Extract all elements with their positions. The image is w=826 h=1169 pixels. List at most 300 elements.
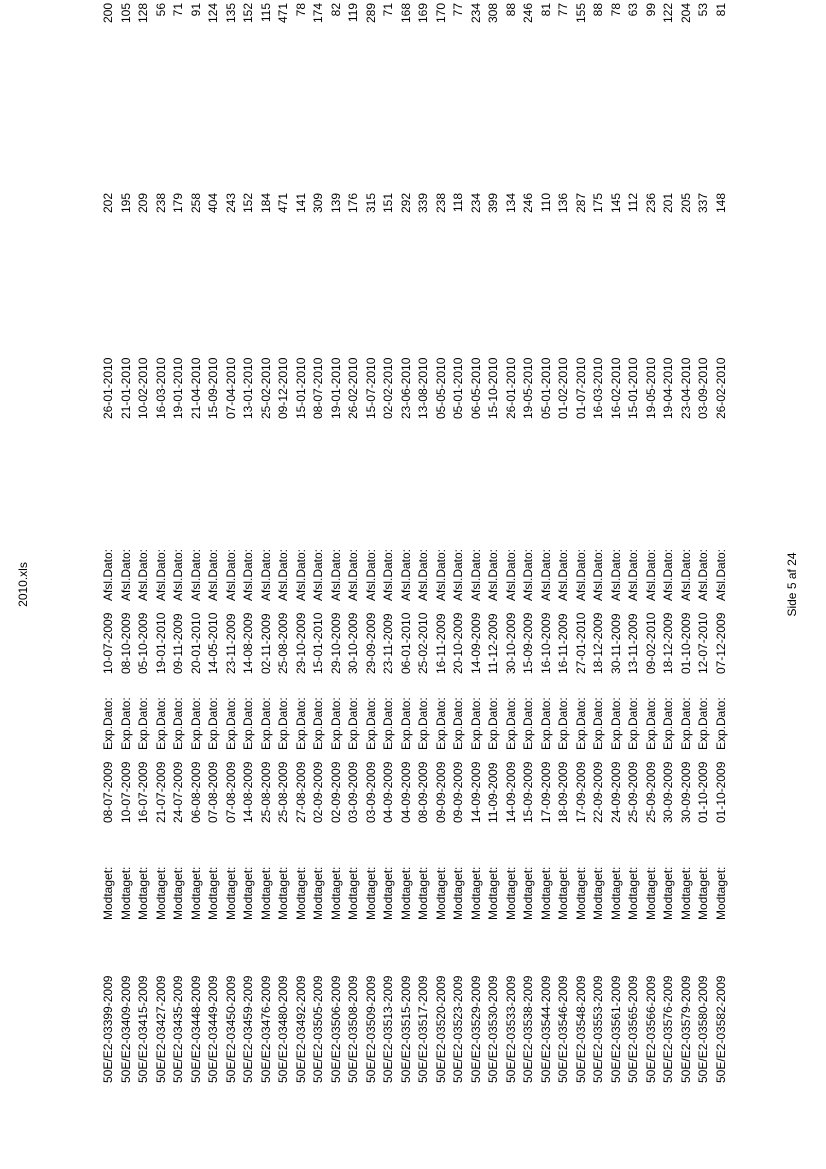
received-label: Modtaget: xyxy=(486,866,500,920)
exp-date: 10-07-2009 xyxy=(101,612,115,674)
exp-date-label: Exp.Dato: xyxy=(696,697,710,750)
exp-date-label: Exp.Dato: xyxy=(573,697,588,750)
received-label: Modtaget: xyxy=(188,866,203,920)
days-after-exp: 124 xyxy=(206,2,220,23)
afsl-date-label: Afsl.Dato: xyxy=(241,548,255,601)
received-label: Modtaget: xyxy=(556,866,570,920)
afsl-date: 06-05-2010 xyxy=(468,357,483,419)
case-id: 50E/E2-03565-2009 xyxy=(626,975,640,1083)
received-date: 03-09-2009 xyxy=(363,761,378,823)
exp-date-label: Exp.Dato: xyxy=(311,697,325,750)
afsl-date: 23-06-2010 xyxy=(398,357,413,419)
days-after-exp: 200 xyxy=(101,2,115,23)
received-date: 24-09-2009 xyxy=(608,761,623,823)
afsl-date-label: Afsl.Dato: xyxy=(556,548,570,601)
days-total: 236 xyxy=(643,192,658,213)
received-date: 17-09-2009 xyxy=(573,761,588,823)
days-total: 184 xyxy=(258,192,273,213)
afsl-date-label: Afsl.Dato: xyxy=(153,548,168,601)
received-date: 03-09-2009 xyxy=(346,761,360,823)
afsl-date: 21-04-2010 xyxy=(188,357,203,419)
exp-date-label: Exp.Dato: xyxy=(118,697,133,750)
afsl-date: 26-01-2010 xyxy=(101,357,115,419)
case-id: 50E/E2-03582-2009 xyxy=(713,975,728,1083)
afsl-date-label: Afsl.Dato: xyxy=(486,548,500,601)
exp-date: 23-11-2009 xyxy=(381,613,395,674)
afsl-date: 16-02-2010 xyxy=(608,357,623,419)
received-date: 04-09-2009 xyxy=(381,761,395,823)
days-after-exp: 78 xyxy=(293,3,308,17)
exp-date: 11-12-2009 xyxy=(486,613,500,674)
days-after-exp: 88 xyxy=(591,3,605,17)
received-label: Modtaget: xyxy=(521,866,535,920)
exp-date-label: Exp.Dato: xyxy=(381,697,395,750)
table-row xyxy=(433,3,451,1083)
exp-date: 02-11-2009 xyxy=(258,613,273,674)
afsl-date: 05-01-2010 xyxy=(538,357,553,419)
received-date: 25-08-2009 xyxy=(258,761,273,823)
afsl-date: 13-01-2010 xyxy=(241,357,255,419)
exp-date-label: Exp.Dato: xyxy=(416,697,430,750)
afsl-date-label: Afsl.Dato: xyxy=(206,548,220,601)
afsl-date: 19-01-2010 xyxy=(328,357,343,419)
days-after-exp: 168 xyxy=(398,2,413,23)
exp-date-label: Exp.Dato: xyxy=(241,697,255,750)
exp-date-label: Exp.Dato: xyxy=(346,697,360,750)
afsl-date-label: Afsl.Dato: xyxy=(416,548,430,601)
case-id: 50E/E2-03529-2009 xyxy=(468,975,483,1083)
received-date: 10-07-2009 xyxy=(118,761,133,823)
received-label: Modtaget: xyxy=(118,866,133,920)
days-total: 205 xyxy=(678,192,693,213)
days-total: 110 xyxy=(538,193,553,213)
case-id: 50E/E2-03546-2009 xyxy=(556,975,570,1083)
days-total: 309 xyxy=(311,192,325,213)
exp-date-label: Exp.Dato: xyxy=(521,697,535,750)
afsl-date: 09-12-2010 xyxy=(276,357,290,419)
table-row xyxy=(538,3,556,1083)
received-date: 24-07-2009 xyxy=(171,761,185,823)
received-label: Modtaget: xyxy=(538,866,553,920)
days-total: 201 xyxy=(661,192,675,213)
received-date: 18-09-2009 xyxy=(556,761,570,823)
exp-date-label: Exp.Dato: xyxy=(468,697,483,750)
afsl-date: 23-04-2010 xyxy=(678,357,693,419)
table-row xyxy=(258,3,276,1083)
days-after-exp: 115 xyxy=(258,3,273,23)
case-id: 50E/E2-03449-2009 xyxy=(206,975,220,1083)
received-label: Modtaget: xyxy=(206,866,220,920)
exp-date-label: Exp.Dato: xyxy=(188,697,203,750)
exp-date: 18-12-2009 xyxy=(661,612,675,674)
received-label: Modtaget: xyxy=(328,866,343,920)
received-label: Modtaget: xyxy=(153,866,168,920)
table-row xyxy=(240,3,258,1083)
exp-date-label: Exp.Dato: xyxy=(293,697,308,750)
exp-date-label: Exp.Dato: xyxy=(591,697,605,750)
table-row xyxy=(678,3,696,1083)
afsl-date-label: Afsl.Dato: xyxy=(696,548,710,601)
days-after-exp: 63 xyxy=(626,3,640,17)
table-row xyxy=(520,3,538,1083)
table-row xyxy=(345,3,363,1083)
table-row xyxy=(643,3,661,1083)
days-total: 209 xyxy=(136,192,150,213)
afsl-date-label: Afsl.Dato: xyxy=(136,548,150,601)
table-row xyxy=(170,3,188,1083)
afsl-date: 21-01-2010 xyxy=(118,357,133,419)
afsl-date: 15-01-2010 xyxy=(626,357,640,419)
received-label: Modtaget: xyxy=(608,866,623,920)
days-after-exp: 308 xyxy=(486,2,500,23)
exp-date: 12-07-2010 xyxy=(696,612,710,674)
case-table xyxy=(100,3,730,1083)
case-id: 50E/E2-03533-2009 xyxy=(503,975,518,1083)
afsl-date-label: Afsl.Dato: xyxy=(713,548,728,601)
received-date: 08-09-2009 xyxy=(416,761,430,823)
days-total: 238 xyxy=(153,192,168,213)
case-id: 50E/E2-03580-2009 xyxy=(696,975,710,1083)
exp-date: 18-12-2009 xyxy=(591,612,605,674)
days-total: 152 xyxy=(241,192,255,213)
table-row xyxy=(503,3,521,1083)
table-row xyxy=(380,3,398,1083)
exp-date-label: Exp.Dato: xyxy=(258,697,273,750)
received-label: Modtaget: xyxy=(381,866,395,920)
table-row xyxy=(363,3,381,1083)
afsl-date: 15-09-2010 xyxy=(206,357,220,419)
days-total: 179 xyxy=(171,192,185,213)
days-after-exp: 53 xyxy=(696,3,710,17)
afsl-date-label: Afsl.Dato: xyxy=(101,548,115,601)
received-date: 25-09-2009 xyxy=(643,761,658,823)
afsl-date-label: Afsl.Dato: xyxy=(276,548,290,601)
days-total: 139 xyxy=(328,192,343,213)
afsl-date-label: Afsl.Dato: xyxy=(433,548,448,601)
days-total: 292 xyxy=(398,192,413,213)
received-label: Modtaget: xyxy=(258,866,273,920)
days-total: 404 xyxy=(206,192,220,213)
afsl-date-label: Afsl.Dato: xyxy=(678,548,693,601)
afsl-date-label: Afsl.Dato: xyxy=(521,548,535,601)
table-row xyxy=(205,3,223,1083)
afsl-date: 26-02-2010 xyxy=(713,357,728,419)
exp-date-label: Exp.Dato: xyxy=(136,697,150,750)
table-row xyxy=(450,3,468,1083)
exp-date-label: Exp.Dato: xyxy=(153,697,168,750)
afsl-date-label: Afsl.Dato: xyxy=(171,548,185,601)
received-label: Modtaget: xyxy=(416,866,430,920)
case-id: 50E/E2-03427-2009 xyxy=(153,975,168,1083)
days-total: 112 xyxy=(626,193,640,213)
received-label: Modtaget: xyxy=(311,866,325,920)
afsl-date: 01-02-2010 xyxy=(556,357,570,419)
afsl-date-label: Afsl.Dato: xyxy=(503,548,518,601)
exp-date-label: Exp.Dato: xyxy=(643,697,658,750)
table-row xyxy=(625,3,643,1083)
days-total: 337 xyxy=(696,192,710,213)
days-total: 175 xyxy=(591,192,605,213)
received-date: 02-09-2009 xyxy=(311,761,325,823)
exp-date-label: Exp.Dato: xyxy=(328,697,343,750)
received-date: 14-09-2009 xyxy=(468,761,483,823)
days-total: 136 xyxy=(556,192,570,213)
received-label: Modtaget: xyxy=(451,866,465,920)
days-after-exp: 152 xyxy=(241,2,255,23)
case-id: 50E/E2-03415-2009 xyxy=(136,975,150,1083)
days-total: 238 xyxy=(433,192,448,213)
received-label: Modtaget: xyxy=(433,866,448,920)
received-date: 01-10-2009 xyxy=(696,761,710,823)
case-id: 50E/E2-03506-2009 xyxy=(328,975,343,1083)
days-after-exp: 71 xyxy=(171,3,185,17)
exp-date: 08-10-2009 xyxy=(118,612,133,674)
exp-date: 16-11-2009 xyxy=(433,613,448,674)
afsl-date: 19-04-2010 xyxy=(661,357,675,419)
case-id: 50E/E2-03409-2009 xyxy=(118,975,133,1083)
afsl-date: 16-03-2010 xyxy=(591,357,605,419)
received-label: Modtaget: xyxy=(713,866,728,920)
received-date: 14-09-2009 xyxy=(503,761,518,823)
exp-date-label: Exp.Dato: xyxy=(556,697,570,750)
exp-date: 09-02-2010 xyxy=(643,612,658,674)
days-after-exp: 174 xyxy=(311,2,325,23)
exp-date-label: Exp.Dato: xyxy=(608,697,623,750)
table-row xyxy=(660,3,678,1083)
received-date: 22-09-2009 xyxy=(591,761,605,823)
afsl-date-label: Afsl.Dato: xyxy=(468,548,483,601)
exp-date: 15-09-2009 xyxy=(521,612,535,674)
case-id: 50E/E2-03492-2009 xyxy=(293,975,308,1083)
days-total: 471 xyxy=(276,192,290,213)
exp-date: 14-05-2010 xyxy=(206,612,220,674)
days-total: 202 xyxy=(101,192,115,213)
table-row xyxy=(573,3,591,1083)
case-id: 50E/E2-03505-2009 xyxy=(311,975,325,1083)
exp-date: 05-10-2009 xyxy=(136,612,150,674)
days-after-exp: 135 xyxy=(223,2,238,23)
exp-date-label: Exp.Dato: xyxy=(433,697,448,750)
received-label: Modtaget: xyxy=(101,866,115,920)
exp-date: 09-11-2009 xyxy=(171,613,185,674)
exp-date: 16-11-2009 xyxy=(556,613,570,674)
days-total: 243 xyxy=(223,192,238,213)
days-after-exp: 234 xyxy=(468,2,483,23)
table-row xyxy=(153,3,171,1083)
days-total: 118 xyxy=(451,193,465,213)
table-row xyxy=(398,3,416,1083)
exp-date: 29-10-2009 xyxy=(293,612,308,674)
days-after-exp: 119 xyxy=(346,3,360,23)
exp-date-label: Exp.Dato: xyxy=(486,697,500,750)
days-total: 258 xyxy=(188,192,203,213)
case-id: 50E/E2-03566-2009 xyxy=(643,975,658,1083)
exp-date: 14-08-2009 xyxy=(241,612,255,674)
case-id: 50E/E2-03459-2009 xyxy=(241,975,255,1083)
days-total: 287 xyxy=(573,192,588,213)
days-after-exp: 246 xyxy=(521,2,535,23)
case-id: 50E/E2-03480-2009 xyxy=(276,975,290,1083)
days-after-exp: 99 xyxy=(643,3,658,17)
afsl-date-label: Afsl.Dato: xyxy=(258,548,273,601)
afsl-date-label: Afsl.Dato: xyxy=(538,548,553,601)
case-id: 50E/E2-03508-2009 xyxy=(346,975,360,1083)
received-label: Modtaget: xyxy=(293,866,308,920)
case-id: 50E/E2-03548-2009 xyxy=(573,975,588,1083)
days-total: 195 xyxy=(118,192,133,213)
received-date: 15-09-2009 xyxy=(521,761,535,823)
days-total: 151 xyxy=(381,192,395,213)
case-id: 50E/E2-03553-2009 xyxy=(591,975,605,1083)
afsl-date: 15-07-2010 xyxy=(363,357,378,419)
afsl-date: 08-07-2010 xyxy=(311,357,325,419)
received-date: 30-09-2009 xyxy=(678,761,693,823)
received-date: 01-10-2009 xyxy=(713,761,728,823)
received-date: 09-09-2009 xyxy=(451,761,465,823)
days-after-exp: 81 xyxy=(538,3,553,17)
exp-date-label: Exp.Dato: xyxy=(223,697,238,750)
afsl-date-label: Afsl.Dato: xyxy=(608,548,623,601)
days-after-exp: 122 xyxy=(661,2,675,23)
exp-date: 25-08-2009 xyxy=(276,612,290,674)
exp-date: 30-10-2009 xyxy=(503,612,518,674)
case-id: 50E/E2-03513-2009 xyxy=(381,975,395,1083)
table-row xyxy=(293,3,311,1083)
case-id: 50E/E2-03517-2009 xyxy=(416,975,430,1083)
afsl-date: 02-02-2010 xyxy=(381,357,395,419)
received-label: Modtaget: xyxy=(661,866,675,920)
received-label: Modtaget: xyxy=(503,866,518,920)
days-after-exp: 91 xyxy=(188,3,203,17)
case-id: 50E/E2-03435-2009 xyxy=(171,975,185,1083)
afsl-date-label: Afsl.Dato: xyxy=(381,548,395,601)
received-label: Modtaget: xyxy=(626,866,640,920)
exp-date: 29-10-2009 xyxy=(328,612,343,674)
received-date: 06-08-2009 xyxy=(188,761,203,823)
table-row xyxy=(135,3,153,1083)
exp-date: 06-01-2010 xyxy=(398,612,413,674)
received-label: Modtaget: xyxy=(276,866,290,920)
exp-date-label: Exp.Dato: xyxy=(626,697,640,750)
table-row xyxy=(713,3,731,1083)
days-total: 145 xyxy=(608,192,623,213)
received-date: 07-08-2009 xyxy=(223,761,238,823)
days-after-exp: 289 xyxy=(363,2,378,23)
exp-date-label: Exp.Dato: xyxy=(503,697,518,750)
exp-date-label: Exp.Dato: xyxy=(101,697,115,750)
afsl-date: 01-07-2010 xyxy=(573,357,588,419)
table-row xyxy=(188,3,206,1083)
afsl-date-label: Afsl.Dato: xyxy=(661,548,675,601)
received-date: 21-07-2009 xyxy=(153,761,168,823)
afsl-date-label: Afsl.Dato: xyxy=(451,548,465,601)
received-date: 08-07-2009 xyxy=(101,761,115,823)
days-after-exp: 105 xyxy=(118,2,133,23)
exp-date: 01-10-2009 xyxy=(678,612,693,674)
case-id: 50E/E2-03476-2009 xyxy=(258,975,273,1083)
days-total: 315 xyxy=(363,192,378,213)
afsl-date: 26-01-2010 xyxy=(503,357,518,419)
exp-date: 15-01-2010 xyxy=(311,612,325,674)
table-row xyxy=(275,3,293,1083)
case-id: 50E/E2-03448-2009 xyxy=(188,975,203,1083)
afsl-date-label: Afsl.Dato: xyxy=(311,548,325,601)
received-date: 11-09-2009 xyxy=(486,762,500,823)
exp-date: 07-12-2009 xyxy=(713,612,728,674)
exp-date: 19-01-2010 xyxy=(153,612,168,674)
received-label: Modtaget: xyxy=(171,866,185,920)
days-after-exp: 78 xyxy=(608,3,623,17)
received-date: 14-08-2009 xyxy=(241,761,255,823)
exp-date: 30-10-2009 xyxy=(346,612,360,674)
afsl-date-label: Afsl.Dato: xyxy=(363,548,378,601)
afsl-date-label: Afsl.Dato: xyxy=(118,548,133,601)
case-id: 50E/E2-03509-2009 xyxy=(363,975,378,1083)
days-total: 176 xyxy=(346,192,360,213)
exp-date: 16-10-2009 xyxy=(538,612,553,674)
afsl-date-label: Afsl.Dato: xyxy=(591,548,605,601)
days-after-exp: 169 xyxy=(416,2,430,23)
case-id: 50E/E2-03450-2009 xyxy=(223,975,238,1083)
days-after-exp: 82 xyxy=(328,3,343,17)
page-footer-page-number: Side 5 af 24 xyxy=(785,552,799,617)
days-after-exp: 77 xyxy=(451,3,465,17)
case-id: 50E/E2-03399-2009 xyxy=(101,975,115,1083)
days-after-exp: 56 xyxy=(153,3,168,17)
table-row xyxy=(310,3,328,1083)
table-row xyxy=(485,3,503,1083)
received-date: 30-09-2009 xyxy=(661,761,675,823)
afsl-date: 25-02-2010 xyxy=(258,357,273,419)
exp-date-label: Exp.Dato: xyxy=(206,697,220,750)
afsl-date: 15-10-2010 xyxy=(486,357,500,419)
table-row xyxy=(118,3,136,1083)
received-label: Modtaget: xyxy=(223,866,238,920)
days-total: 339 xyxy=(416,192,430,213)
received-date: 16-07-2009 xyxy=(136,761,150,823)
days-total: 246 xyxy=(521,192,535,213)
days-after-exp: 204 xyxy=(678,2,693,23)
received-label: Modtaget: xyxy=(591,866,605,920)
days-after-exp: 77 xyxy=(556,3,570,17)
received-label: Modtaget: xyxy=(346,866,360,920)
afsl-date-label: Afsl.Dato: xyxy=(643,548,658,601)
table-row xyxy=(223,3,241,1083)
received-label: Modtaget: xyxy=(363,866,378,920)
afsl-date-label: Afsl.Dato: xyxy=(188,548,203,601)
case-id: 50E/E2-03579-2009 xyxy=(678,975,693,1083)
afsl-date-label: Afsl.Dato: xyxy=(626,548,640,601)
afsl-date-label: Afsl.Dato: xyxy=(293,548,308,601)
days-total: 141 xyxy=(293,192,308,213)
exp-date-label: Exp.Dato: xyxy=(363,697,378,750)
afsl-date-label: Afsl.Dato: xyxy=(398,548,413,601)
exp-date-label: Exp.Dato: xyxy=(276,697,290,750)
received-date: 25-08-2009 xyxy=(276,761,290,823)
days-after-exp: 471 xyxy=(276,2,290,23)
afsl-date-label: Afsl.Dato: xyxy=(223,548,238,601)
received-label: Modtaget: xyxy=(573,866,588,920)
table-row xyxy=(590,3,608,1083)
table-row xyxy=(415,3,433,1083)
days-total: 148 xyxy=(713,192,728,213)
afsl-date: 13-08-2010 xyxy=(416,357,430,419)
afsl-date: 19-05-2010 xyxy=(643,357,658,419)
days-total: 134 xyxy=(503,192,518,213)
case-id: 50E/E2-03515-2009 xyxy=(398,975,413,1083)
afsl-date-label: Afsl.Dato: xyxy=(346,548,360,601)
case-id: 50E/E2-03538-2009 xyxy=(521,975,535,1083)
